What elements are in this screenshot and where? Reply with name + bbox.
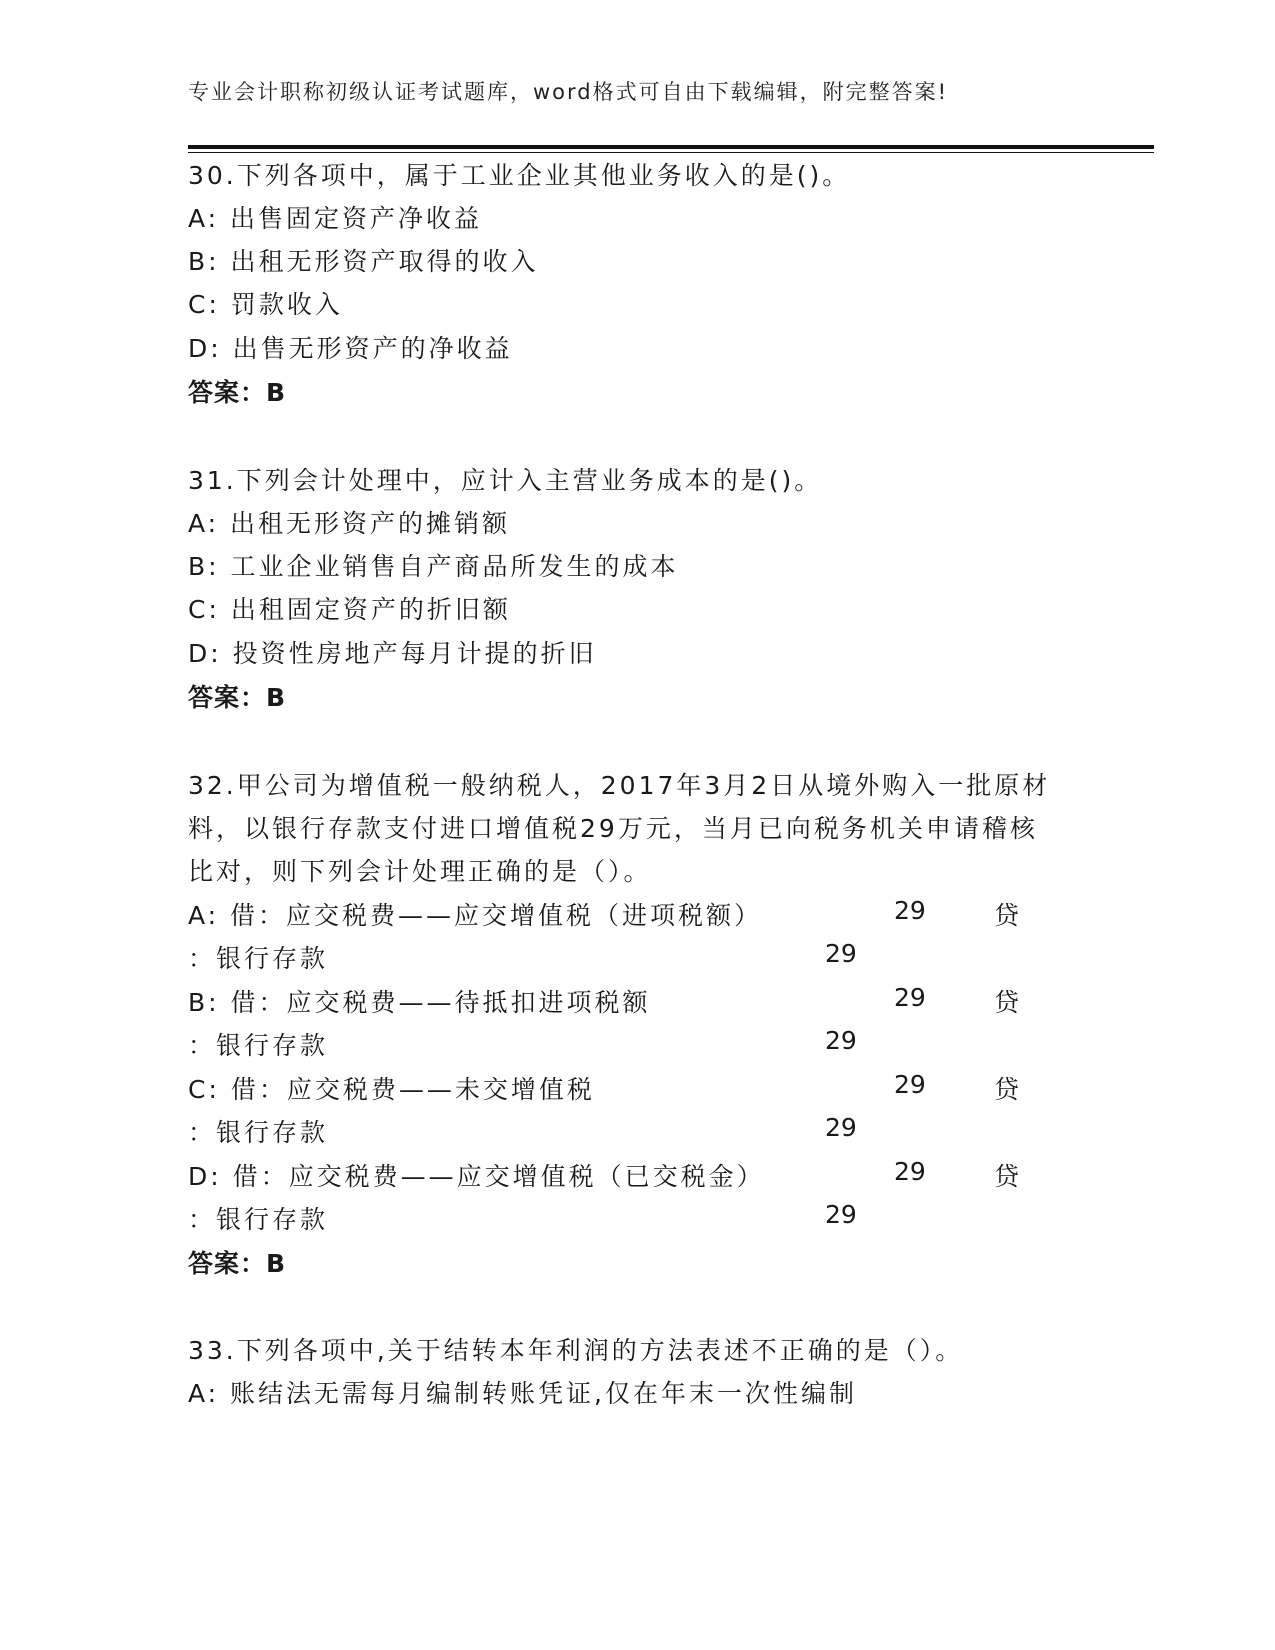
question-stem-line-3: 比对，则下列会计处理正确的是（）。 [188, 857, 652, 886]
option-a-debit-amount: 29 [894, 896, 926, 925]
option-c-debit-amount: 29 [894, 1070, 926, 1099]
question-stem-line-2: 料，以银行存款支付进口增值税29万元，当月已向税务机关申请稽核 [188, 814, 1038, 843]
option-d: D: 出售无形资产的净收益 [188, 334, 513, 363]
question-stem: 30.下列各项中，属于工业企业其他业务收入的是()。 [188, 161, 851, 190]
question-stem-line-1: 32.甲公司为增值税一般纳税人，2017年3月2日从境外购入一批原材 [188, 771, 1051, 800]
option-a-credit-amount: 29 [825, 939, 857, 968]
option-c: C: 罚款收入 [188, 290, 343, 319]
option-b: B: 出租无形资产取得的收入 [188, 247, 539, 276]
answer: 答案：B [188, 1249, 287, 1278]
option-b: B: 工业企业销售自产商品所发生的成本 [188, 552, 679, 581]
option-c-debit: C: 借：应交税费——未交增值税 [188, 1075, 595, 1104]
option-a-credit-label: 贷 [994, 901, 1020, 930]
option-b-credit: ：银行存款 [188, 1031, 329, 1060]
option-a: A: 账结法无需每月编制转账凭证,仅在年末一次性编制 [188, 1379, 857, 1408]
option-b-debit-amount: 29 [894, 983, 926, 1012]
option-d-debit: D: 借：应交税费——应交增值税（已交税金） [188, 1162, 765, 1191]
option-a: A: 出售固定资产净收益 [188, 204, 483, 233]
option-b-credit-label: 贷 [994, 988, 1020, 1017]
option-a-debit: A: 借：应交税费——应交增值税（进项税额） [188, 901, 763, 930]
option-c-credit-label: 贷 [994, 1075, 1020, 1104]
option-a: A: 出租无形资产的摊销额 [188, 509, 511, 538]
option-d: D: 投资性房地产每月计提的折旧 [188, 639, 597, 668]
header-rule-thin [188, 152, 1154, 153]
answer: 答案：B [188, 683, 287, 712]
option-a-credit: ：银行存款 [188, 944, 329, 973]
option-d-credit: ：银行存款 [188, 1205, 329, 1234]
option-d-debit-amount: 29 [894, 1157, 926, 1186]
option-b-debit: B: 借：应交税费——待抵扣进项税额 [188, 988, 651, 1017]
page-header: 专业会计职称初级认证考试题库，word格式可自由下载编辑，附完整答案! [188, 80, 949, 104]
option-c: C: 出租固定资产的折旧额 [188, 595, 511, 624]
question-stem: 33.下列各项中,关于结转本年利润的方法表述不正确的是（）。 [188, 1336, 964, 1365]
option-b-credit-amount: 29 [825, 1026, 857, 1055]
header-rule-thick [188, 145, 1154, 149]
option-d-credit-amount: 29 [825, 1200, 857, 1229]
answer: 答案：B [188, 378, 287, 407]
option-d-credit-label: 贷 [994, 1162, 1020, 1191]
option-c-credit-amount: 29 [825, 1113, 857, 1142]
option-c-credit: ：银行存款 [188, 1118, 329, 1147]
question-stem: 31.下列会计处理中，应计入主营业务成本的是()。 [188, 466, 823, 495]
